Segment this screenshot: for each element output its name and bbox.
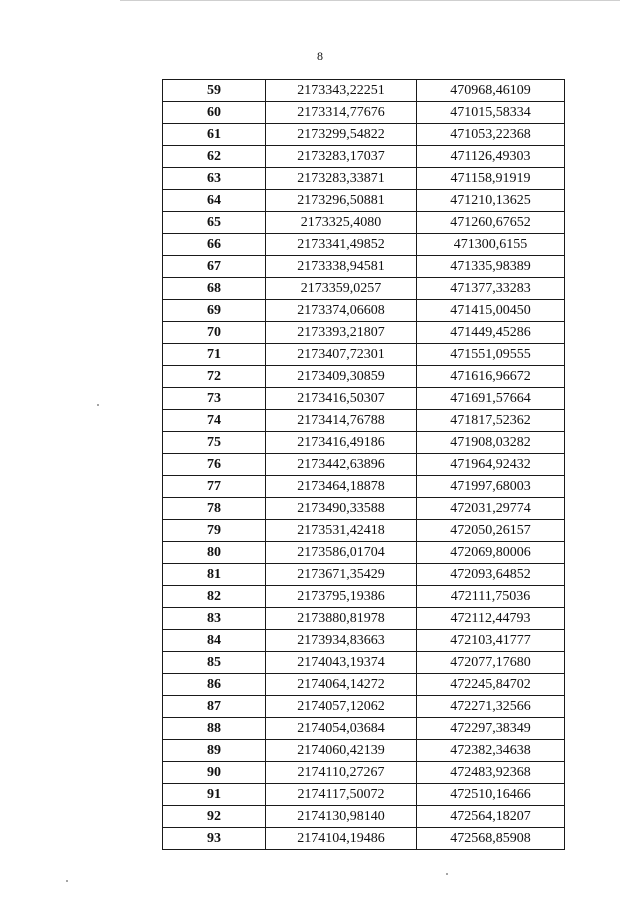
table-row (163, 410, 565, 432)
point-number-cell: 82 (163, 586, 266, 608)
point-number-cell: 68 (163, 278, 266, 300)
table-row (163, 476, 565, 498)
table-row (163, 564, 565, 586)
table-row (163, 454, 565, 476)
table-row (163, 212, 565, 234)
point-number-cell: 74 (163, 410, 266, 432)
point-number-cell: 75 (163, 432, 266, 454)
x-coordinate-cell: 2173325,4080 (266, 212, 417, 234)
point-number-cell: 62 (163, 146, 266, 168)
x-coordinate-cell: 2173531,42418 (266, 520, 417, 542)
point-number-cell: 79 (163, 520, 266, 542)
table-row (163, 322, 565, 344)
x-coordinate-cell: 2174130,98140 (266, 806, 417, 828)
point-number-cell: 69 (163, 300, 266, 322)
y-coordinate-cell: 471126,49303 (417, 146, 565, 168)
x-coordinate-cell: 2173374,06608 (266, 300, 417, 322)
point-number-cell: 84 (163, 630, 266, 652)
point-number-cell: 70 (163, 322, 266, 344)
scan-speck (66, 880, 68, 882)
x-coordinate-cell: 2173393,21807 (266, 322, 417, 344)
y-coordinate-cell: 472111,75036 (417, 586, 565, 608)
point-number-cell: 63 (163, 168, 266, 190)
table-row (163, 652, 565, 674)
x-coordinate-cell: 2173283,33871 (266, 168, 417, 190)
table-row (163, 608, 565, 630)
table-row (163, 190, 565, 212)
y-coordinate-cell: 471415,00450 (417, 300, 565, 322)
point-number-cell: 89 (163, 740, 266, 762)
table-row (163, 696, 565, 718)
table-row (163, 542, 565, 564)
x-coordinate-cell: 2173880,81978 (266, 608, 417, 630)
point-number-cell: 72 (163, 366, 266, 388)
x-coordinate-cell: 2173464,18878 (266, 476, 417, 498)
table-row (163, 102, 565, 124)
point-number-cell: 85 (163, 652, 266, 674)
coordinates-table-body (163, 80, 565, 850)
table-row (163, 344, 565, 366)
y-coordinate-cell: 471335,98389 (417, 256, 565, 278)
x-coordinate-cell: 2173343,22251 (266, 80, 417, 102)
x-coordinate-cell: 2173586,01704 (266, 542, 417, 564)
y-coordinate-cell: 472103,41777 (417, 630, 565, 652)
y-coordinate-cell: 471817,52362 (417, 410, 565, 432)
y-coordinate-cell: 472297,38349 (417, 718, 565, 740)
point-number-cell: 59 (163, 80, 266, 102)
point-number-cell: 91 (163, 784, 266, 806)
point-number-cell: 81 (163, 564, 266, 586)
x-coordinate-cell: 2173296,50881 (266, 190, 417, 212)
y-coordinate-cell: 472245,84702 (417, 674, 565, 696)
y-coordinate-cell: 471551,09555 (417, 344, 565, 366)
table-row (163, 498, 565, 520)
x-coordinate-cell: 2173283,17037 (266, 146, 417, 168)
x-coordinate-cell: 2173341,49852 (266, 234, 417, 256)
point-number-cell: 65 (163, 212, 266, 234)
y-coordinate-cell: 471997,68003 (417, 476, 565, 498)
y-coordinate-cell: 472568,85908 (417, 828, 565, 850)
table-row (163, 784, 565, 806)
x-coordinate-cell: 2174054,03684 (266, 718, 417, 740)
x-coordinate-cell: 2173314,77676 (266, 102, 417, 124)
table-row (163, 806, 565, 828)
point-number-cell: 92 (163, 806, 266, 828)
table-row (163, 630, 565, 652)
x-coordinate-cell: 2173490,33588 (266, 498, 417, 520)
y-coordinate-cell: 472483,92368 (417, 762, 565, 784)
point-number-cell: 88 (163, 718, 266, 740)
point-number-cell: 93 (163, 828, 266, 850)
y-coordinate-cell: 471616,96672 (417, 366, 565, 388)
point-number-cell: 61 (163, 124, 266, 146)
table-row (163, 234, 565, 256)
table-row (163, 278, 565, 300)
table-row (163, 674, 565, 696)
y-coordinate-cell: 472069,80006 (417, 542, 565, 564)
y-coordinate-cell: 472093,64852 (417, 564, 565, 586)
point-number-cell: 77 (163, 476, 266, 498)
table-row (163, 366, 565, 388)
y-coordinate-cell: 471908,03282 (417, 432, 565, 454)
y-coordinate-cell: 471053,22368 (417, 124, 565, 146)
point-number-cell: 80 (163, 542, 266, 564)
x-coordinate-cell: 2173359,0257 (266, 278, 417, 300)
x-coordinate-cell: 2173671,35429 (266, 564, 417, 586)
y-coordinate-cell: 472112,44793 (417, 608, 565, 630)
table-row (163, 520, 565, 542)
table-row (163, 168, 565, 190)
table-row (163, 146, 565, 168)
x-coordinate-cell: 2173795,19386 (266, 586, 417, 608)
x-coordinate-cell: 2173338,94581 (266, 256, 417, 278)
coordinates-table (162, 79, 565, 850)
y-coordinate-cell: 471300,6155 (417, 234, 565, 256)
point-number-cell: 87 (163, 696, 266, 718)
x-coordinate-cell: 2174117,50072 (266, 784, 417, 806)
point-number-cell: 73 (163, 388, 266, 410)
scan-speck (97, 404, 99, 406)
y-coordinate-cell: 471964,92432 (417, 454, 565, 476)
point-number-cell: 90 (163, 762, 266, 784)
page-number: 8 (317, 49, 323, 63)
point-number-cell: 86 (163, 674, 266, 696)
top-rule (120, 0, 620, 1)
y-coordinate-cell: 471158,91919 (417, 168, 565, 190)
x-coordinate-cell: 2174043,19374 (266, 652, 417, 674)
x-coordinate-cell: 2174110,27267 (266, 762, 417, 784)
table-row (163, 718, 565, 740)
x-coordinate-cell: 2173416,49186 (266, 432, 417, 454)
y-coordinate-cell: 470968,46109 (417, 80, 565, 102)
x-coordinate-cell: 2173299,54822 (266, 124, 417, 146)
x-coordinate-cell: 2174104,19486 (266, 828, 417, 850)
point-number-cell: 71 (163, 344, 266, 366)
table-row (163, 256, 565, 278)
table-row (163, 828, 565, 850)
x-coordinate-cell: 2173409,30859 (266, 366, 417, 388)
table-row (163, 432, 565, 454)
x-coordinate-cell: 2173414,76788 (266, 410, 417, 432)
y-coordinate-cell: 471210,13625 (417, 190, 565, 212)
y-coordinate-cell: 471260,67652 (417, 212, 565, 234)
point-number-cell: 60 (163, 102, 266, 124)
point-number-cell: 67 (163, 256, 266, 278)
point-number-cell: 83 (163, 608, 266, 630)
table-row (163, 762, 565, 784)
x-coordinate-cell: 2173934,83663 (266, 630, 417, 652)
x-coordinate-cell: 2173407,72301 (266, 344, 417, 366)
x-coordinate-cell: 2173442,63896 (266, 454, 417, 476)
y-coordinate-cell: 471691,57664 (417, 388, 565, 410)
y-coordinate-cell: 472271,32566 (417, 696, 565, 718)
y-coordinate-cell: 472077,17680 (417, 652, 565, 674)
y-coordinate-cell: 471015,58334 (417, 102, 565, 124)
y-coordinate-cell: 472564,18207 (417, 806, 565, 828)
x-coordinate-cell: 2174057,12062 (266, 696, 417, 718)
y-coordinate-cell: 472382,34638 (417, 740, 565, 762)
table-row (163, 740, 565, 762)
x-coordinate-cell: 2174060,42139 (266, 740, 417, 762)
table-row (163, 388, 565, 410)
y-coordinate-cell: 472510,16466 (417, 784, 565, 806)
point-number-cell: 78 (163, 498, 266, 520)
table-row (163, 300, 565, 322)
scan-speck (446, 873, 448, 875)
table-row (163, 586, 565, 608)
y-coordinate-cell: 472031,29774 (417, 498, 565, 520)
point-number-cell: 76 (163, 454, 266, 476)
point-number-cell: 66 (163, 234, 266, 256)
y-coordinate-cell: 471449,45286 (417, 322, 565, 344)
y-coordinate-cell: 472050,26157 (417, 520, 565, 542)
x-coordinate-cell: 2173416,50307 (266, 388, 417, 410)
table-row (163, 124, 565, 146)
x-coordinate-cell: 2174064,14272 (266, 674, 417, 696)
table-row (163, 80, 565, 102)
y-coordinate-cell: 471377,33283 (417, 278, 565, 300)
point-number-cell: 64 (163, 190, 266, 212)
